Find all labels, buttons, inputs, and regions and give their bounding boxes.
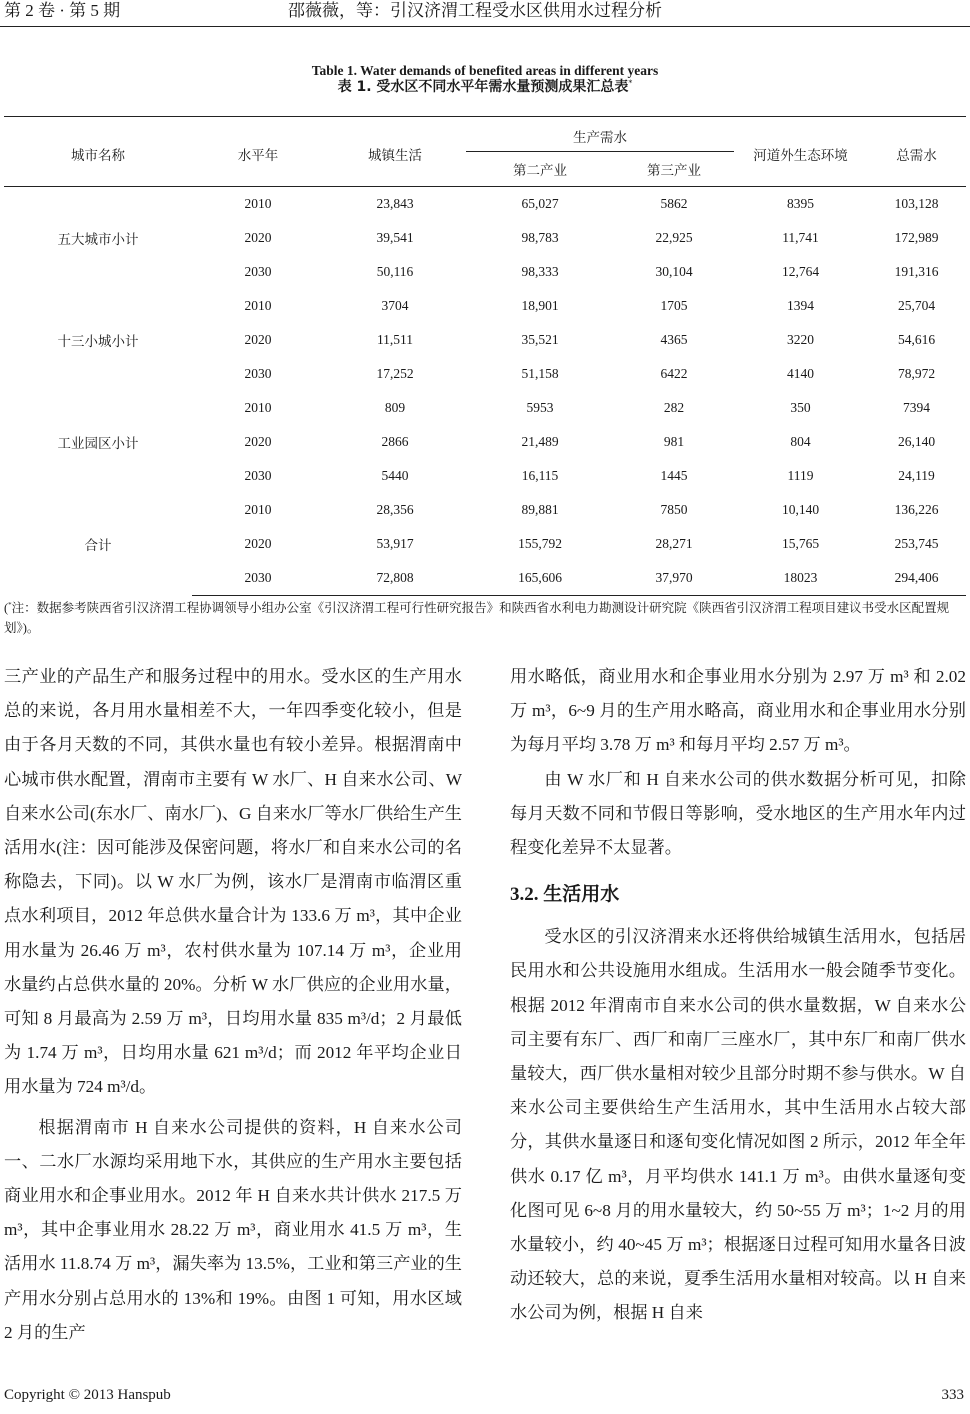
cell-total: 7394 [903,400,930,415]
cell-tertiary: 981 [663,434,685,449]
table-note-mark: * [8,600,12,609]
left-column [4,660,462,1350]
cell-urban: 5440 [381,468,409,483]
cell-total: 78,972 [897,366,936,381]
cell-ecology: 4140 [787,366,814,381]
running-title: 邵薇薇，等：引汉济渭工程受水区供用水过程分析 [288,1,662,20]
cell-ecology: 11,741 [782,230,819,245]
col-header-secondary: 第二产业 [466,152,614,187]
cell-secondary: 35,521 [521,332,559,347]
col-header-total: 总需水 [867,117,966,187]
cell-tertiary: 30,104 [655,264,693,279]
cell-total: 294,406 [867,561,966,596]
cell-urban: 23,843 [376,196,414,211]
table-row [4,391,966,425]
cell-year: 2020 [244,536,272,551]
table-row [4,187,966,222]
cell-urban: 11,511 [376,332,414,347]
table-row [4,289,966,323]
cell-tertiary: 37,970 [614,561,734,596]
cell-secondary: 16,115 [521,468,559,483]
cell-urban: 3704 [381,298,409,313]
table-caption-zh-text: 表 1. 受水区不同水平年需水量预测成果汇总表 [337,79,629,95]
cell-total: 172,989 [894,230,939,245]
col-header-year: 水平年 [192,117,324,187]
col-header-ecology: 河道外生态环境 [734,117,867,187]
group-name-cell: 合计 [84,538,112,554]
cell-year: 2010 [244,400,272,415]
cell-urban: 809 [384,400,406,415]
cell-tertiary: 4365 [660,332,688,347]
cell-ecology: 18023 [734,561,867,596]
cell-secondary: 5953 [526,400,554,415]
cell-year: 2020 [244,332,272,347]
cell-urban: 39,541 [376,230,414,245]
cell-total: 136,226 [894,502,939,517]
cell-ecology: 8395 [787,196,814,211]
cell-tertiary: 1705 [660,298,688,313]
table-body [4,187,966,596]
cell-year: 2020 [244,434,272,449]
cell-urban: 2866 [381,434,409,449]
cell-tertiary: 28,271 [655,536,693,551]
paragraph: 由 W 水厂和 H 自来水公司的供水数据分析可见，扣除每月天数不同和节假日等影响，受水地区的生产用水年内过程变化差异不太显著。 [510,769,966,858]
col-header-city: 城市名称 [4,117,192,187]
cell-year: 2010 [244,196,272,211]
paragraph: 三产业的产品生产和服务过程中的用水。受水区的生产用水总的来说，各月用水量相差不大，一年四季变化较小，但是由于各月天数的不同，其供水量也有较小差异。根据渭南中心城市供水配置，渭南市主要有 W 水厂、H 自来水公司、W 自来水公司(东水厂、南水厂)、G 自来水厂等水厂供给生产生活用水(注：因可能涉及保密问题，将水厂和自来水公司的名称隐去，下同)。以 W 水厂为例，该水厂是渭南市临渭区重点水利项目，2012 年总供水量合计为 133.6 万 m³，其中企业用水量为 26.46 万 m³，农村供水量为 107.14 万 m³，企业用水量约占总供水量的 20%。分析 W 水厂供应的企业用水量，可知 8 月最高为 2.59 万 m³，日均用水量 835 m³/d；2 月最低为 1.74 万 m³，日均用水量 621 m³/d；而 2012 年平均企业日用水量为 724 m³/d。 [4,667,462,1097]
table-note [4,598,966,638]
cell-total: 25,704 [897,298,936,313]
cell-secondary: 98,783 [521,230,559,245]
table-caption [0,62,970,96]
table-row [4,493,966,527]
group-name-cell: 十三小城小计 [57,334,139,349]
running-header [0,0,970,27]
cell-total: 24,119 [898,468,935,483]
col-header-urban: 城镇生活 [324,117,466,187]
copyright: Copyright © 2013 Hanspub [4,1387,171,1403]
cell-total: 26,140 [897,434,936,449]
paragraph: 用水略低，商业用水和企事业用水分别为 2.97 万 m³ 和 2.02 万 m³，6~9 月的生产用水略高，商业用水和企事业用水分别为每月平均 3.78 万 m³ 和每月平均 2.57 万 m³。 [510,667,966,755]
cell-ecology: 1394 [787,298,814,313]
table-caption-mark: * [628,78,633,88]
group-name-cell: 工业园区小计 [57,436,139,451]
cell-secondary: 155,792 [518,536,562,551]
cell-total: 191,316 [894,264,939,279]
cell-year: 2030 [244,264,272,279]
col-header-tertiary: 第三产业 [614,152,734,187]
cell-urban: 72,808 [324,561,466,596]
table-note-paren: ( [4,601,9,615]
cell-secondary: 51,158 [521,366,559,381]
cell-ecology: 15,765 [781,536,820,551]
cell-year: 2010 [244,502,272,517]
cell-tertiary: 22,925 [655,230,693,245]
cell-tertiary: 6422 [660,366,688,381]
cell-urban: 28,356 [376,502,414,517]
cell-ecology: 804 [790,434,811,449]
group-name-cell: 五大城市小计 [57,232,139,247]
cell-secondary: 89,881 [521,502,559,517]
cell-ecology: 1119 [787,468,814,483]
cell-total: 103,128 [894,196,939,211]
water-demand-table [4,116,966,596]
cell-secondary: 21,489 [521,434,559,449]
section-heading [510,879,966,910]
cell-secondary: 165,606 [466,561,614,596]
cell-ecology: 10,140 [781,502,820,517]
cell-total: 253,745 [894,536,939,551]
paragraph: 受水区的引汉济渭来水还将供给城镇生活用水，包括居民用水和公共设施用水组成。生活用水一般会随季节变化。根据 2012 年渭南市自来水公司的供水量数据，W 自来水公司主要有东厂、西厂和南厂三座水厂，其中东厂和南厂供水量较大，西厂供水量相对较少且部分时期不参与供水。W 自来水公司主要供给生产生活用水，其中生活用水占较大部分，其供水量逐日和逐旬变化情况如图 2 所示，2012 年全年供水 0.17 亿 m³，月平均供水 141.1 万 m³。由供水量逐旬变化图可见 6~8 月的用水量较大，约 50~55 万 m³；1~2 月的用水量较小，约 40~45 万 m³；根据逐日过程可知用水量各日波动还较大，总的来说，夏季生活用水量相对较高。以 H 自来水公司为例，根据 H 自来 [510,927,966,1323]
paragraph: 根据渭南市 H 自来水公司提供的资料，H 自来水公司一、二水厂水源均采用地下水，其供应的生产用水主要包括商业用水和企事业用水。2012 年 H 自来水共计供水 217.5 万 m³，其中企事业用水 28.22 万 m³，商业用水 41.5 万 m³，生活用水 11.8.74 万 m³，漏失率为 13.5%，工业和第三产业的生产用水分别占总用水的 13%和 19%。由图 1 可知，用水区域 2 月的生产 [4,1117,462,1342]
cell-year: 2030 [244,468,272,483]
right-column [510,660,966,1331]
section-number: 3.2. [510,884,539,906]
cell-tertiary: 1445 [660,468,688,483]
cell-tertiary: 7850 [660,502,688,517]
col-header-production-group: 生产需水 [466,117,734,152]
cell-year: 2010 [244,298,272,313]
cell-tertiary: 282 [663,400,685,415]
table-caption-en: Table 1. Water demands of benefited areas in different years [311,63,659,78]
cell-year: 2020 [244,230,272,245]
cell-year: 2030 [192,561,324,596]
journal-volume-issue: 第 2 卷 · 第 5 期 [4,1,121,20]
section-title: 生活用水 [543,883,620,906]
table-note-text: 注：数据参考陕西省引汉济渭工程协调领导小组办公室《引汉济渭工程可行性研究报告》和陕西省水利电力勘测设计研究院《陕西省引汉济渭工程项目建议书受水区配置规划》)。 [4,601,950,635]
cell-ecology: 12,764 [781,264,820,279]
cell-ecology: 3220 [787,332,814,347]
cell-tertiary: 5862 [660,196,688,211]
cell-urban: 17,252 [376,366,414,381]
page-number: 333 [941,1387,964,1403]
cell-secondary: 18,901 [521,298,559,313]
cell-urban: 53,917 [376,536,414,551]
cell-secondary: 65,027 [521,196,559,211]
cell-secondary: 98,333 [521,264,559,279]
cell-urban: 50,116 [376,264,414,279]
table-caption-zh [0,79,970,96]
cell-ecology: 350 [790,400,811,415]
cell-year: 2030 [244,366,272,381]
cell-total: 54,616 [897,332,936,347]
